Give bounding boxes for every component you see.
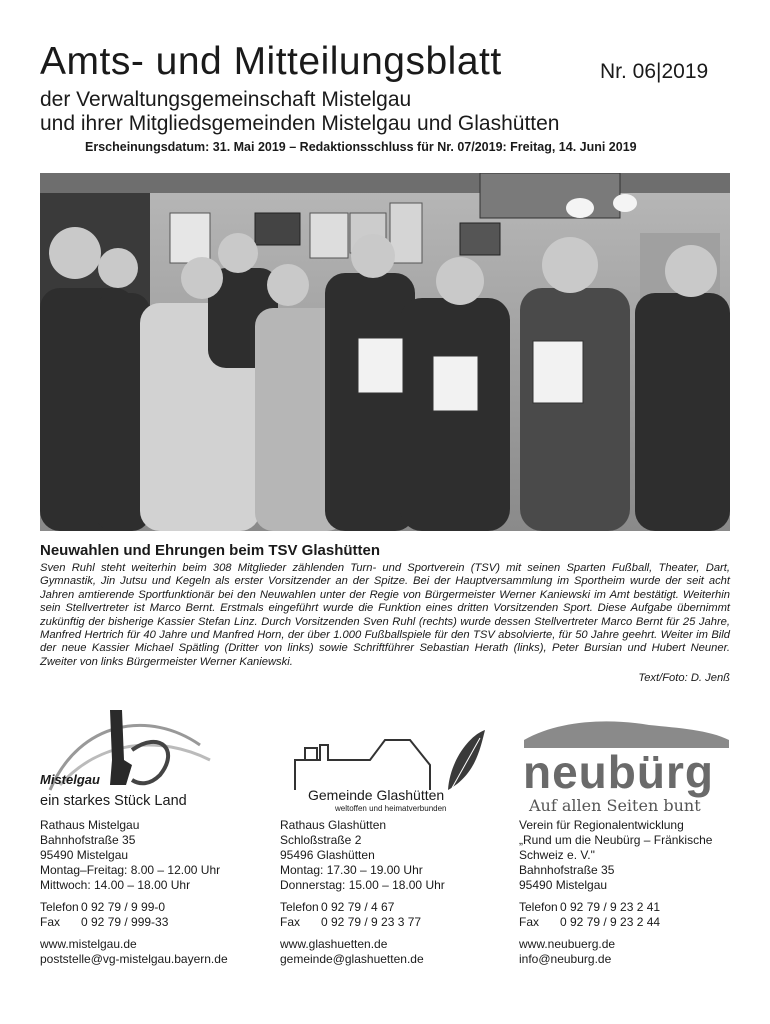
contact-glashuetten bbox=[280, 690, 510, 967]
contact-mistelgau bbox=[40, 690, 270, 967]
contact-city: 95490 Mistelgau bbox=[519, 878, 608, 892]
publication-line: Erscheinungsdatum: 31. Mai 2019 – Redaktionsschluss für Nr. 07/2019: Freitag, 14. Juni 2019 bbox=[85, 140, 637, 154]
contact-hours-1: Montag: 17.30 – 19.00 Uhr bbox=[280, 863, 423, 877]
fax-number: 0 92 79 / 999-33 bbox=[81, 915, 169, 929]
email-link[interactable]: info@neuburg.de bbox=[519, 952, 612, 966]
contact-hours-2: Donnerstag: 15.00 – 18.00 Uhr bbox=[280, 878, 445, 892]
contact-hours-1: Montag–Freitag: 8.00 – 12.00 Uhr bbox=[40, 863, 221, 877]
fax-number: 0 92 79 / 9 23 3 77 bbox=[321, 915, 422, 929]
contact-street: Bahnhofstraße 35 bbox=[40, 833, 136, 847]
contact-city: 95490 Mistelgau bbox=[40, 848, 129, 862]
phone-number: 0 92 79 / 9 23 2 41 bbox=[560, 900, 661, 914]
mistelgau-logo-slogan: ein starkes Stück Land bbox=[40, 793, 187, 809]
issue-number: Nr. 06|2019 bbox=[600, 60, 709, 83]
masthead-subtitle-2: und ihrer Mitgliedsgemeinden Mistelgau und Glashütten bbox=[40, 112, 560, 135]
contact-name-line-2: „Rund um die Neubürg – Fränkische bbox=[519, 833, 713, 847]
fax-label: Fax bbox=[280, 915, 301, 929]
phone-number: 0 92 79 / 9 99-0 bbox=[81, 900, 166, 914]
contact-name-line-3: Schweiz e. V." bbox=[519, 848, 595, 862]
glashuetten-logo-slogan: weltoffen und heimatverbunden bbox=[335, 804, 447, 813]
glashuetten-logo-name: Gemeinde Glashütten bbox=[308, 787, 445, 803]
glashuetten-logo bbox=[280, 690, 510, 818]
neuburg-logo-slogan: Auf allen Seiten bunt bbox=[529, 796, 701, 815]
contact-city: 95496 Glashütten bbox=[280, 848, 375, 862]
article-headline: Neuwahlen und Ehrungen beim TSV Glashütten bbox=[40, 542, 381, 559]
contact-name: Rathaus Mistelgau bbox=[40, 818, 140, 832]
article-caption: Sven Ruhl steht weiterhin beim 308 Mitglieder zählenden Turn- und Sportverein (TSV) mit seinen Sparten Fußball, Theater, Dart, Gymnastik, Jin Jutsu und Kegeln als erster Vorsitzender an der Spitze. Bei der Hauptversammlung im Sportheim wurde der seit acht Jahren amtierende Sportfunktionär bei den Neuwahlen unter der Regie von Bürgermeister Werner Kaniewski im Amt bestätigt. Weiterhin sein Stellvertreter ist Marco Bernt. Erstmals eingeführt wurde die Funktion eines dritten Vorsitzenden Sport. Diese Aufgabe übernimmt zukünftig der bisherige Kassier Stefan Linz. Durch Vorsitzenden Sven Ruhl (rechts) wurde dessen Stellvertreter Marco Bernt für 25 Jahre, Manfred Hertrich für 40 Jahre und Manfred Horn, der über 1.000 Fußballspiele für den TSV absolvierte, für 50 Jahre geehrt. Weiter im Bild der neue Kassier Michael Spätling (Dritter von links) sowie Schriftführer Sebastian Herath (links), Peter Bursian und Hubert Neuner. Zweiter von links Bürgermeister Werner Kaniewski. bbox=[40, 562, 730, 668]
phone-number: 0 92 79 / 4 67 bbox=[321, 900, 395, 914]
website-link[interactable]: www.mistelgau.de bbox=[40, 937, 137, 951]
email-link[interactable]: gemeinde@glashuetten.de bbox=[280, 952, 424, 966]
phone-label: Telefon bbox=[280, 900, 319, 914]
mistelgau-logo bbox=[40, 690, 270, 818]
neuburg-logo bbox=[519, 690, 730, 818]
photo-credit: Text/Foto: D. Jenß bbox=[638, 672, 730, 684]
website-link[interactable]: www.neubuerg.de bbox=[519, 937, 616, 951]
mistelgau-logo-name: Mistelgau bbox=[40, 772, 100, 787]
masthead-subtitle-1: der Verwaltungsgemeinschaft Mistelgau bbox=[40, 88, 412, 111]
fax-number: 0 92 79 / 9 23 2 44 bbox=[560, 915, 661, 929]
website-link[interactable]: www.glashuetten.de bbox=[280, 937, 388, 951]
fax-label: Fax bbox=[40, 915, 61, 929]
contact-street: Schloßstraße 2 bbox=[280, 833, 362, 847]
email-link[interactable]: poststelle@vg-mistelgau.bayern.de bbox=[40, 952, 228, 966]
contact-neuburg bbox=[519, 690, 730, 967]
contact-hours-2: Mittwoch: 14.00 – 18.00 Uhr bbox=[40, 878, 191, 892]
fax-label: Fax bbox=[519, 915, 540, 929]
contact-name: Rathaus Glashütten bbox=[280, 818, 387, 832]
phone-label: Telefon bbox=[519, 900, 558, 914]
contact-name: Verein für Regionalentwicklung bbox=[519, 818, 684, 832]
phone-label: Telefon bbox=[40, 900, 79, 914]
neuburg-logo-name: neubürg bbox=[523, 746, 714, 798]
masthead-title: Amts- und Mitteilungsblatt bbox=[40, 40, 502, 83]
contact-street: Bahnhofstraße 35 bbox=[519, 863, 615, 877]
group-photo bbox=[40, 173, 730, 531]
